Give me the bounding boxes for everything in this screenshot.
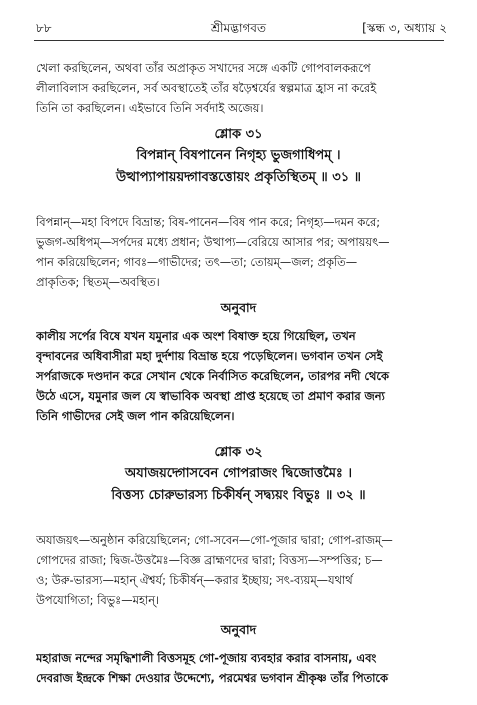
verse-line: অযাজয়দ্গোসবেন গোপরাজং দ্বিজোত্তমৈঃ । (124, 466, 353, 481)
translation-line: তিনি গাভীদের সেই জল পান করিয়েছিলেন। (36, 409, 235, 423)
running-title: শ্রীমদ্ভাগবত (210, 21, 266, 35)
translation-line: সর্পরাজকে দণ্ডদান করে সেখান থেকে নির্বাসিত করেছিলেন, তারপর নদী থেকে (36, 369, 389, 383)
page-number: ৮৮ (36, 21, 52, 35)
synonym-line: বিপন্নান্—মহা বিপদে বিভ্রান্ত; বিষ-পানেন—বিষ পান করে; নিগৃহ্য—দমন করে; (36, 215, 381, 229)
verse-32-text (0, 463, 477, 507)
synonym-line: ভুজগ-অধিপম্—সর্পদের মধ্যে প্রধান; উত্থাপ্য—বেরিয়ে আসার পর; অপায়য়ৎ— (36, 235, 390, 249)
verse-line: বিপন্নান্ বিষপানেন নিগৃহ্য ভুজগাধিপম্ । (136, 148, 341, 163)
header-rule (34, 40, 444, 41)
verse-32-translation-title: অনুবাদ (220, 622, 257, 637)
chapter-reference: [স্কন্ধ ৩, অধ্যায় ২ (362, 21, 447, 35)
verse-32-translation (36, 648, 444, 688)
text-line: খেলা করছিলেন, অথবা তাঁর অপ্রাকৃত সখাদের সঙ্গে একটি গোপবালকরূপে (36, 61, 371, 75)
synonym-line: গোপদের রাজা; দ্বিজ-উত্তমৈঃ—বিজ্ঞ ব্রাহ্মণদের দ্বারা; বিত্তস্য—সম্পত্তির; চ— (36, 553, 383, 567)
text-line: তিনি তা করছিলেন। এইভাবে তিনি সর্বদাই অজেয়। (36, 101, 264, 115)
synonym-line: পান করিয়েছিলেন; গাবঃ—গাভীদের; তৎ—তা; তোয়ম্—জল; প্রকৃতি— (36, 255, 358, 269)
verse-31-heading: শ্লোক ৩১ (214, 127, 263, 142)
synonym-line: উপযোগিতা; বিভুঃ—মহান্। (36, 593, 160, 607)
text-line: লীলাবিলাস করছিলেন, সর্ব অবস্থাতেই তাঁর ষড়ৈশ্বর্যের স্বল্পমাত্র হ্রাস না করেই (36, 81, 377, 95)
synonym-line: প্রাকৃতিক; স্থিতম্—অবস্থিত। (36, 275, 160, 289)
verse-31-text (0, 145, 477, 189)
translation-line: কালীয় সর্পের বিষে যখন যমুনার এক অংশ বিষাক্ত হয়ে গিয়েছিল, তখন (36, 329, 356, 343)
verse-32-heading: শ্লোক ৩২ (214, 445, 263, 460)
translation-line: বৃন্দাবনের অধিবাসীরা মহা দুর্দশায় বিভ্রান্ত হয়ে পড়েছিলেন। ভগবান তখন সেই (36, 349, 383, 363)
verse-31-synonyms (36, 212, 444, 292)
translation-line: দেবরাজ ইন্দ্রকে শিক্ষা দেওয়ার উদ্দেশ্যে, পরমেশ্বর ভগবান শ্রীকৃষ্ণ তাঁর পিতাকে (36, 671, 388, 685)
synonym-line: ও; উরু-ভারস্য—মহান্ ঐশ্বর্য; চিকীর্ষন্—করার ইচ্ছায়; সৎ-ব্যয়ম্—যথার্থ (36, 573, 353, 587)
translation-line: উঠে এসে, যমুনার জল যে স্বাভাবিক অবস্থা প্রাপ্ত হয়েছে তা প্রমাণ করার জন্য (36, 389, 385, 403)
verse-32-synonyms (36, 530, 444, 610)
translation-line: মহারাজ নন্দের সমৃদ্ধিশালী বিত্তসমূহ গো-পূজায় ব্যবহার করার বাসনায়, এবং (36, 651, 377, 665)
verse-31-translation-title: অনুবাদ (220, 300, 257, 315)
verse-31-translation (36, 326, 444, 426)
synonym-line: অযাজয়ৎ—অনুষ্ঠান করিয়েছিলেন; গো-সবেন—গো-পূজার দ্বারা; গোপ-রাজম্— (36, 533, 393, 547)
verse-line: উত্থাপ্যাপায়য়দ্গাবস্তত্তোয়ং প্রকৃতিস্থিতম্ ॥ ৩১ ॥ (115, 170, 362, 185)
intro-paragraph (36, 58, 444, 118)
verse-line: বিত্তস্য চোরুভারস্য চিকীর্ষন্ সদ্ব্যয়ং বিভুঃ ॥ ৩২ ॥ (111, 488, 366, 503)
